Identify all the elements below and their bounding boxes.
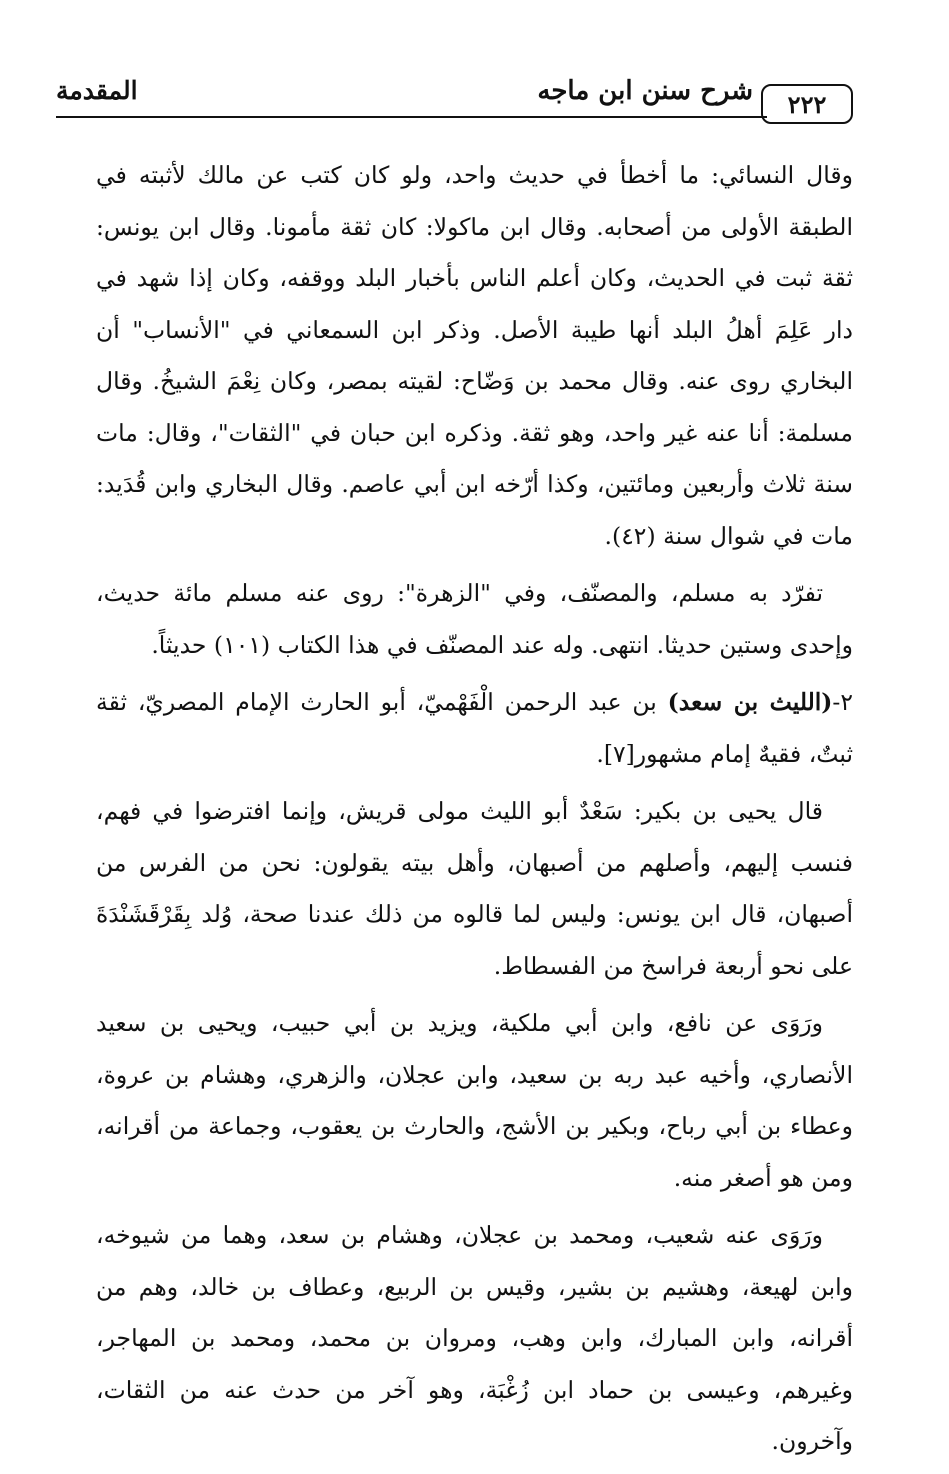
narrator-entry	[96, 677, 853, 780]
paragraph: تفرّد به مسلم، والمصنّف، وفي "الزهرة": روى عنه مسلم مائة حديث، وإحدى وستين حديثا. انتهى. وله عند المصنّف في هذا الكتاب (١٠١) حديثاً.	[96, 579, 853, 659]
page-body	[96, 150, 853, 1474]
paragraph: قال يحيى بن بكير: سَعْدٌ أبو الليث مولى قريش، وإنما افترضوا في فهم، فنسب إليهم، وأصلهم من أصبهان، وأهل بيته يقولون: نحن من الفرس من أصبهان، قال ابن يونس: وليس لما قالوه من ذلك عندنا صحة، وُلد بِقَرْقَشَنْدَةَ على نحو أربعة فراسخ من الفسطاط.	[96, 797, 853, 980]
page-number-box: ٢٢٢	[761, 84, 853, 124]
book-title: شرح سنن ابن ماجه	[537, 76, 753, 106]
narrator-name: (الليث بن سعد)	[667, 688, 833, 716]
paragraph: ورَوَى عنه شعيب، ومحمد بن عجلان، وهشام بن سعد، وهما من شيوخه، وابن لهيعة، وهشيم بن بشير، وقيس بن الربيع، وعطاف بن خالد، وهم من أقرانه، وابن المبارك، وابن وهب، ومروان بن محمد، ومحمد بن المهاجر، وغيرهم، وعيسى بن حماد ابن زُغْبَة، وهو آخر من حدث عنه من الثقات، وآخرون.	[96, 1221, 853, 1455]
paragraph: ورَوَى عن نافع، وابن أبي ملكية، ويزيد بن أبي حبيب، ويحيى بن سعيد الأنصاري، وأخيه عبد ربه بن سعيد، وابن عجلان، والزهري، وهشام بن عروة، وعطاء بن أبي رباح، وبكير بن الأشج، والحارث بن يعقوب، وجماعة من أقرانه، ومن هو أصغر منه.	[96, 1009, 853, 1192]
page-header	[56, 72, 853, 122]
narrator-description: بن عبد الرحمن الْفَهْميّ، أبو الحارث الإمام المصريّ، ثقة ثبتٌ، فقيهٌ إمام مشهور[٧].	[96, 688, 853, 768]
header-rule	[56, 116, 767, 118]
section-title: المقدمة	[56, 76, 138, 105]
paragraph: وقال النسائي: ما أخطأ في حديث واحد، ولو كان كتب عن مالك لأثبته في الطبقة الأولى من أصحابه. وقال ابن ماكولا: كان ثقة مأمونا. وقال ابن يونس: ثقة ثبت في الحديث، وكان أعلم الناس بأخبار البلد ووقفه، وكان إذا شهد في دار عَلِمَ أهلُ البلد أنها طيبة الأصل. وذكر ابن السمعاني في "الأنساب" أن البخاري روى عنه. وقال محمد بن وَضّاح: لقيته بمصر، وكان نِعْمَ الشيخُ. وقال مسلمة: أنا عنه غير واحد، وهو ثقة. وذكره ابن حبان في "الثقات"، وقال: مات سنة ثلاث وأربعين ومائتين، وكذا أرّخه ابن أبي عاصم. وقال البخاري وابن قُدَيد: مات في شوال سنة (٤٢).	[96, 161, 853, 550]
entry-number: ٢-	[832, 688, 853, 716]
